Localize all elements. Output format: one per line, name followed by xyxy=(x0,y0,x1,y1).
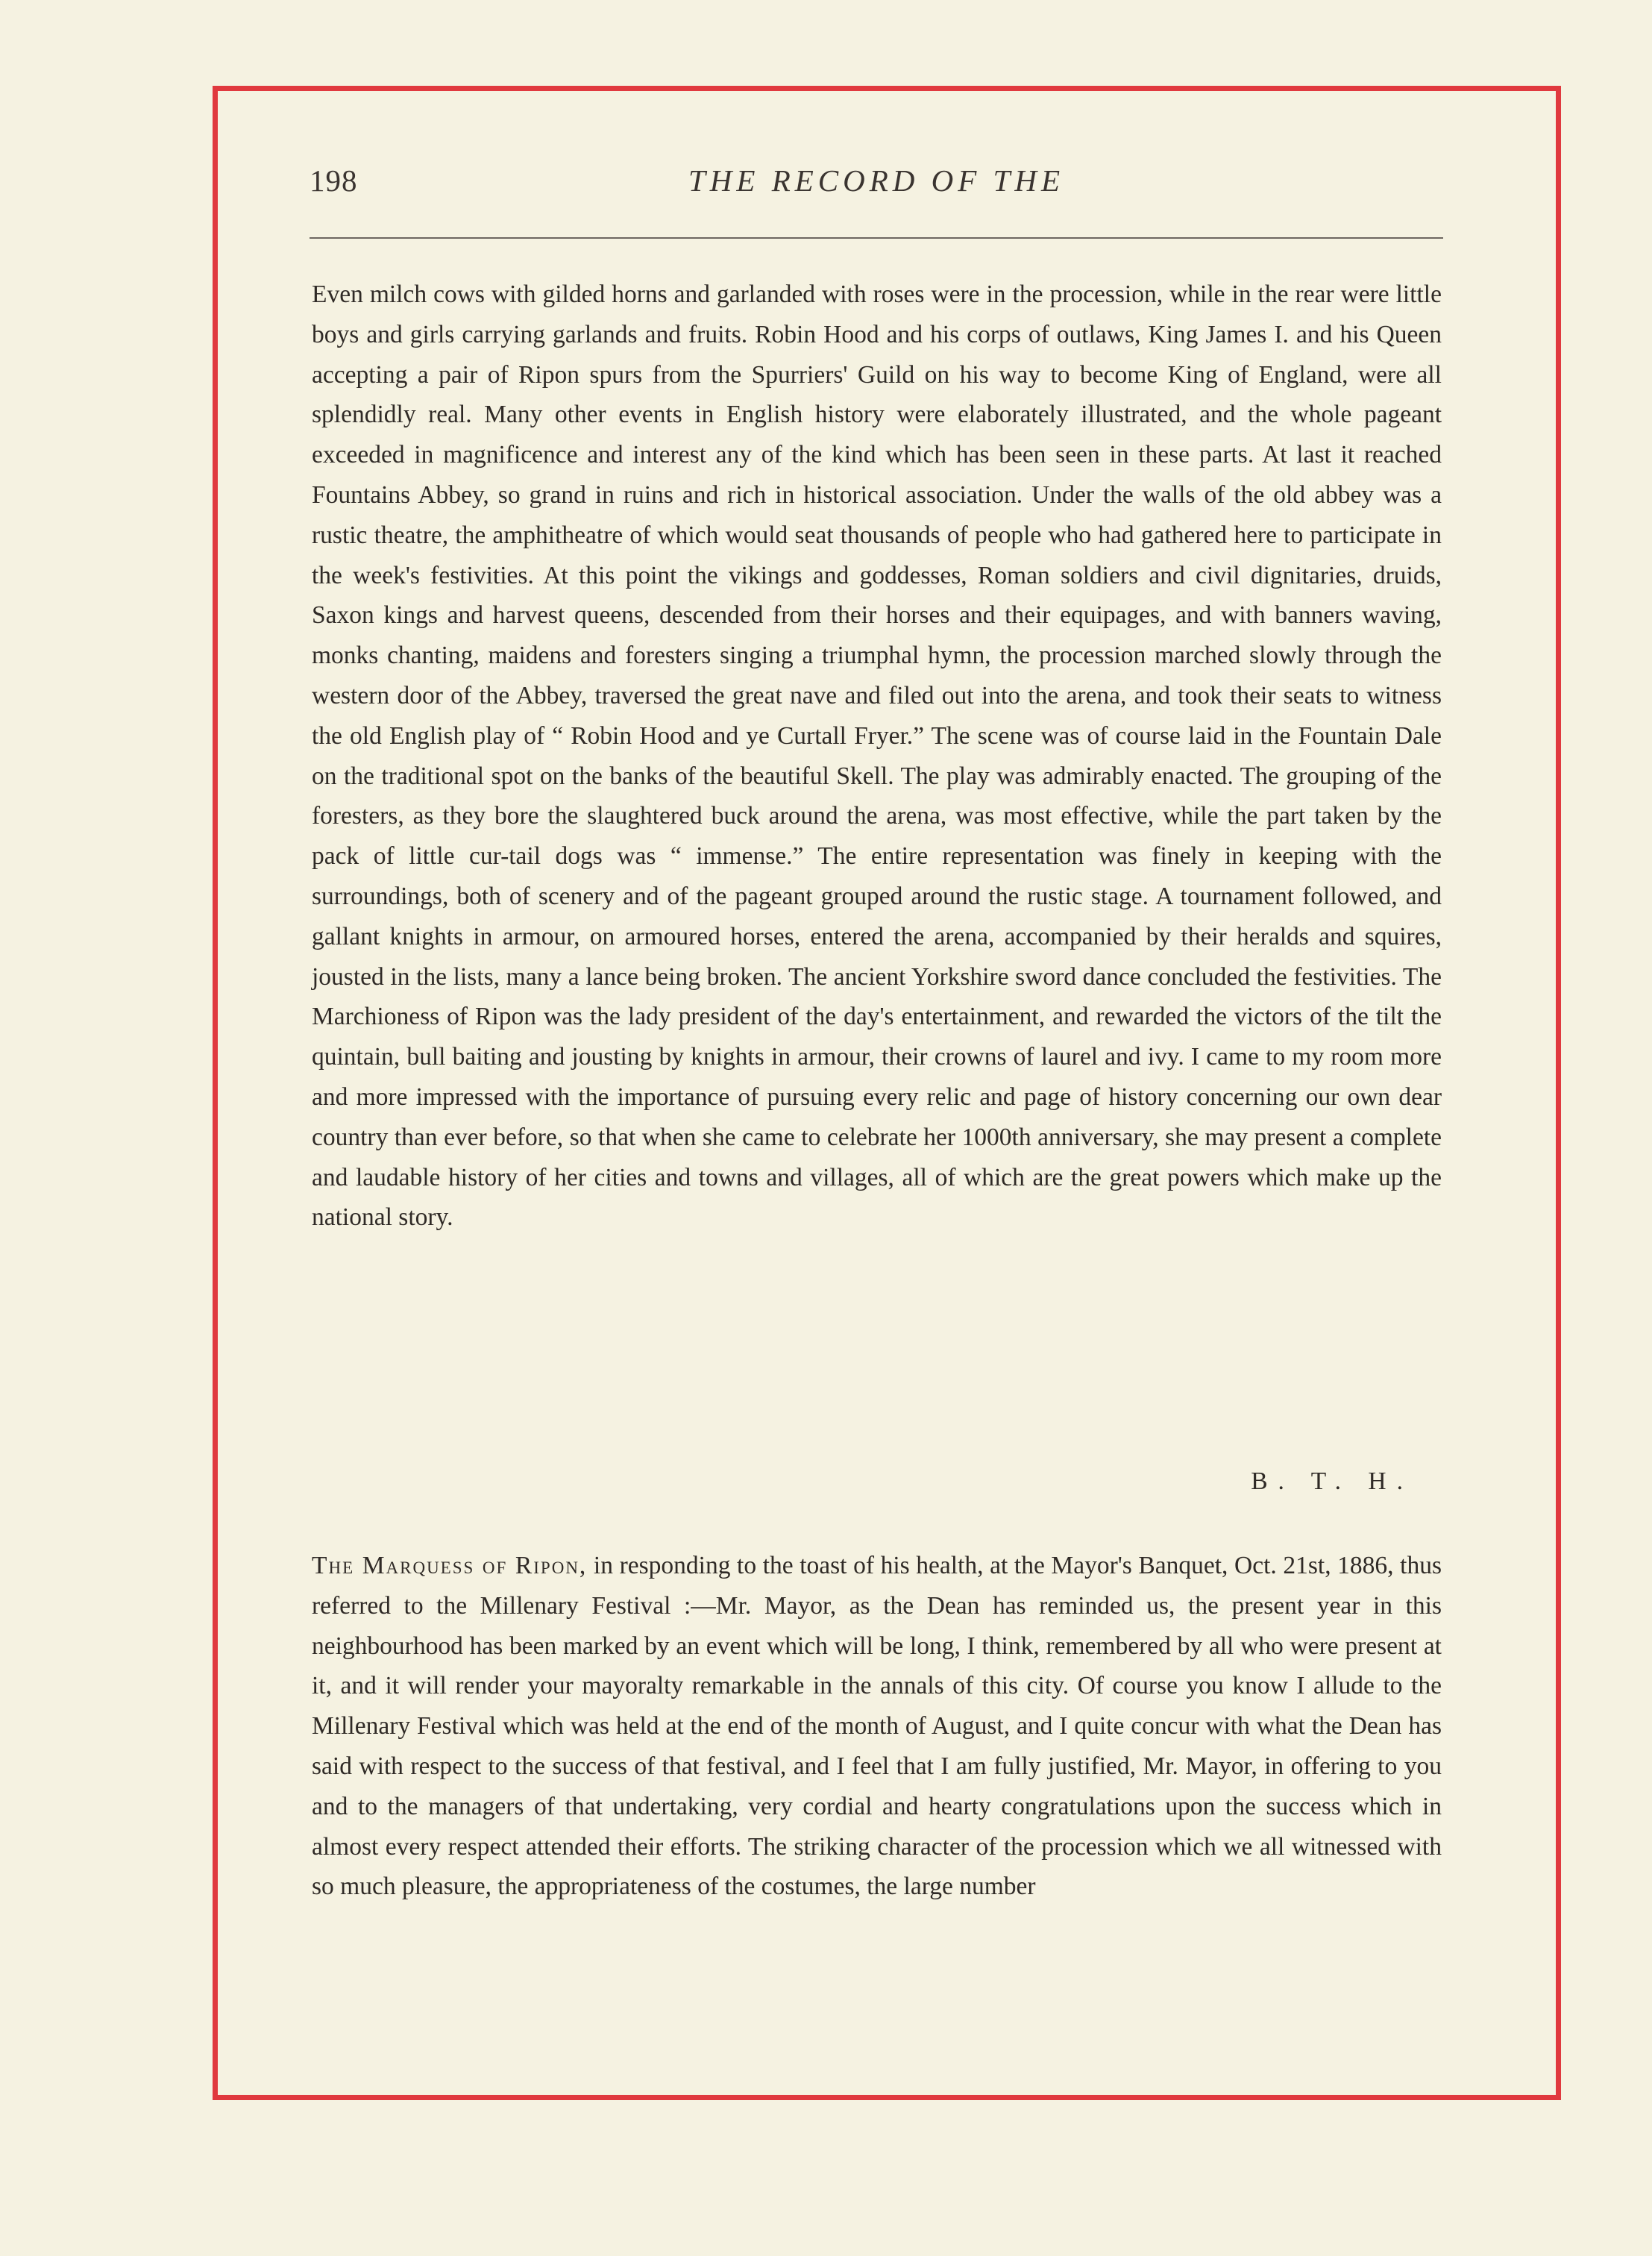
running-title: THE RECORD OF THE xyxy=(688,163,1064,198)
paragraph-2-text: in responding to the toast of his health, at the Mayor's Banquet, Oct. 21st, 1886, thus referred to the Millenary Festival :—Mr. Mayor, as the Dean has reminded us, the present year in this neighbourhood has been marked by an event which will be long, I think, remembered by all who were present at it, and it will render your mayoralty remarkable in the annals of this city. Of course you know I allude to the Millenary Festival which was held at the end of the month of August, and I quite concur with what the Dean has said with respect to the success of that festival, and I feel that I am fully justified, Mr. Mayor, in offering to you and to the managers of that undertaking, very cordial and hearty congratulations upon the success which in almost every respect attended their efforts. The striking character of the procession which we all witnessed with so much pleasure, the appropriateness of the costumes, the large number xyxy=(312,1552,1442,1901)
paragraph-2-lead: The Marquess of Ripon, xyxy=(312,1552,588,1579)
body-paragraph-2 xyxy=(312,1546,1442,1907)
page-header xyxy=(310,163,1443,207)
body-paragraph-1 xyxy=(312,275,1442,1238)
header-rule xyxy=(310,237,1443,239)
author-signature: B. T. H. xyxy=(1251,1467,1413,1495)
paragraph-1-text: Even milch cows with gilded horns and garlanded with roses were in the procession, while in the rear were little boys and girls carrying garlands and fruits. Robin Hood and his corps of outlaws, King James I. and his Queen accepting a pair of Ripon spurs from the Spurriers' Guild on his way to become King of England, were all splendidly real. Many other events in English history were elaborately illustrated, and the whole pageant exceeded in magnificence and interest any of the kind which has been seen in these parts. At last it reached Fountains Abbey, so grand in ruins and rich in historical association. Under the walls of the old abbey was a rustic theatre, the amphitheatre of which would seat thousands of people who had gathered here to participate in the week's festivities. At this point the vikings and goddesses, Roman soldiers and civil dignitaries, druids, Saxon kings and harvest queens, descended from their horses and their equipages, and with banners waving, monks chanting, maidens and foresters singing a triumphal hymn, the procession marched slowly through the western door of the Abbey, traversed the great nave and filed out into the arena, and took their seats to witness the old English play of “ Robin Hood and ye Curtall Fryer.” The scene was of course laid in the Fountain Dale on the traditional spot on the banks of the beautiful Skell. The play was admirably enacted. The grouping of the foresters, as they bore the slaughtered buck around the arena, was most effective, while the part taken by the pack of little cur-tail dogs was “ immense.” The entire representation was finely in keeping with the surroundings, both of scenery and of the pageant grouped around the rustic stage. A tournament followed, and gallant knights in armour, on armoured horses, entered the arena, accompanied by their heralds and squires, jousted in the lists, many a lance being broken. The ancient Yorkshire sword dance concluded the festivities. The Marchioness of Ripon was the lady president of the day's entertainment, and rewarded the victors of the tilt the quintain, bull baiting and jousting by knights in armour, their crowns of laurel and ivy. I came to my room more and more impressed with the importance of pursuing every relic and page of history concerning our own dear country than ever before, so that when she came to celebrate her 1000th anniversary, she may present a complete and laudable history of her cities and towns and villages, all of which are the great powers which make up the national story. xyxy=(312,281,1442,1232)
page-number: 198 xyxy=(310,163,358,198)
